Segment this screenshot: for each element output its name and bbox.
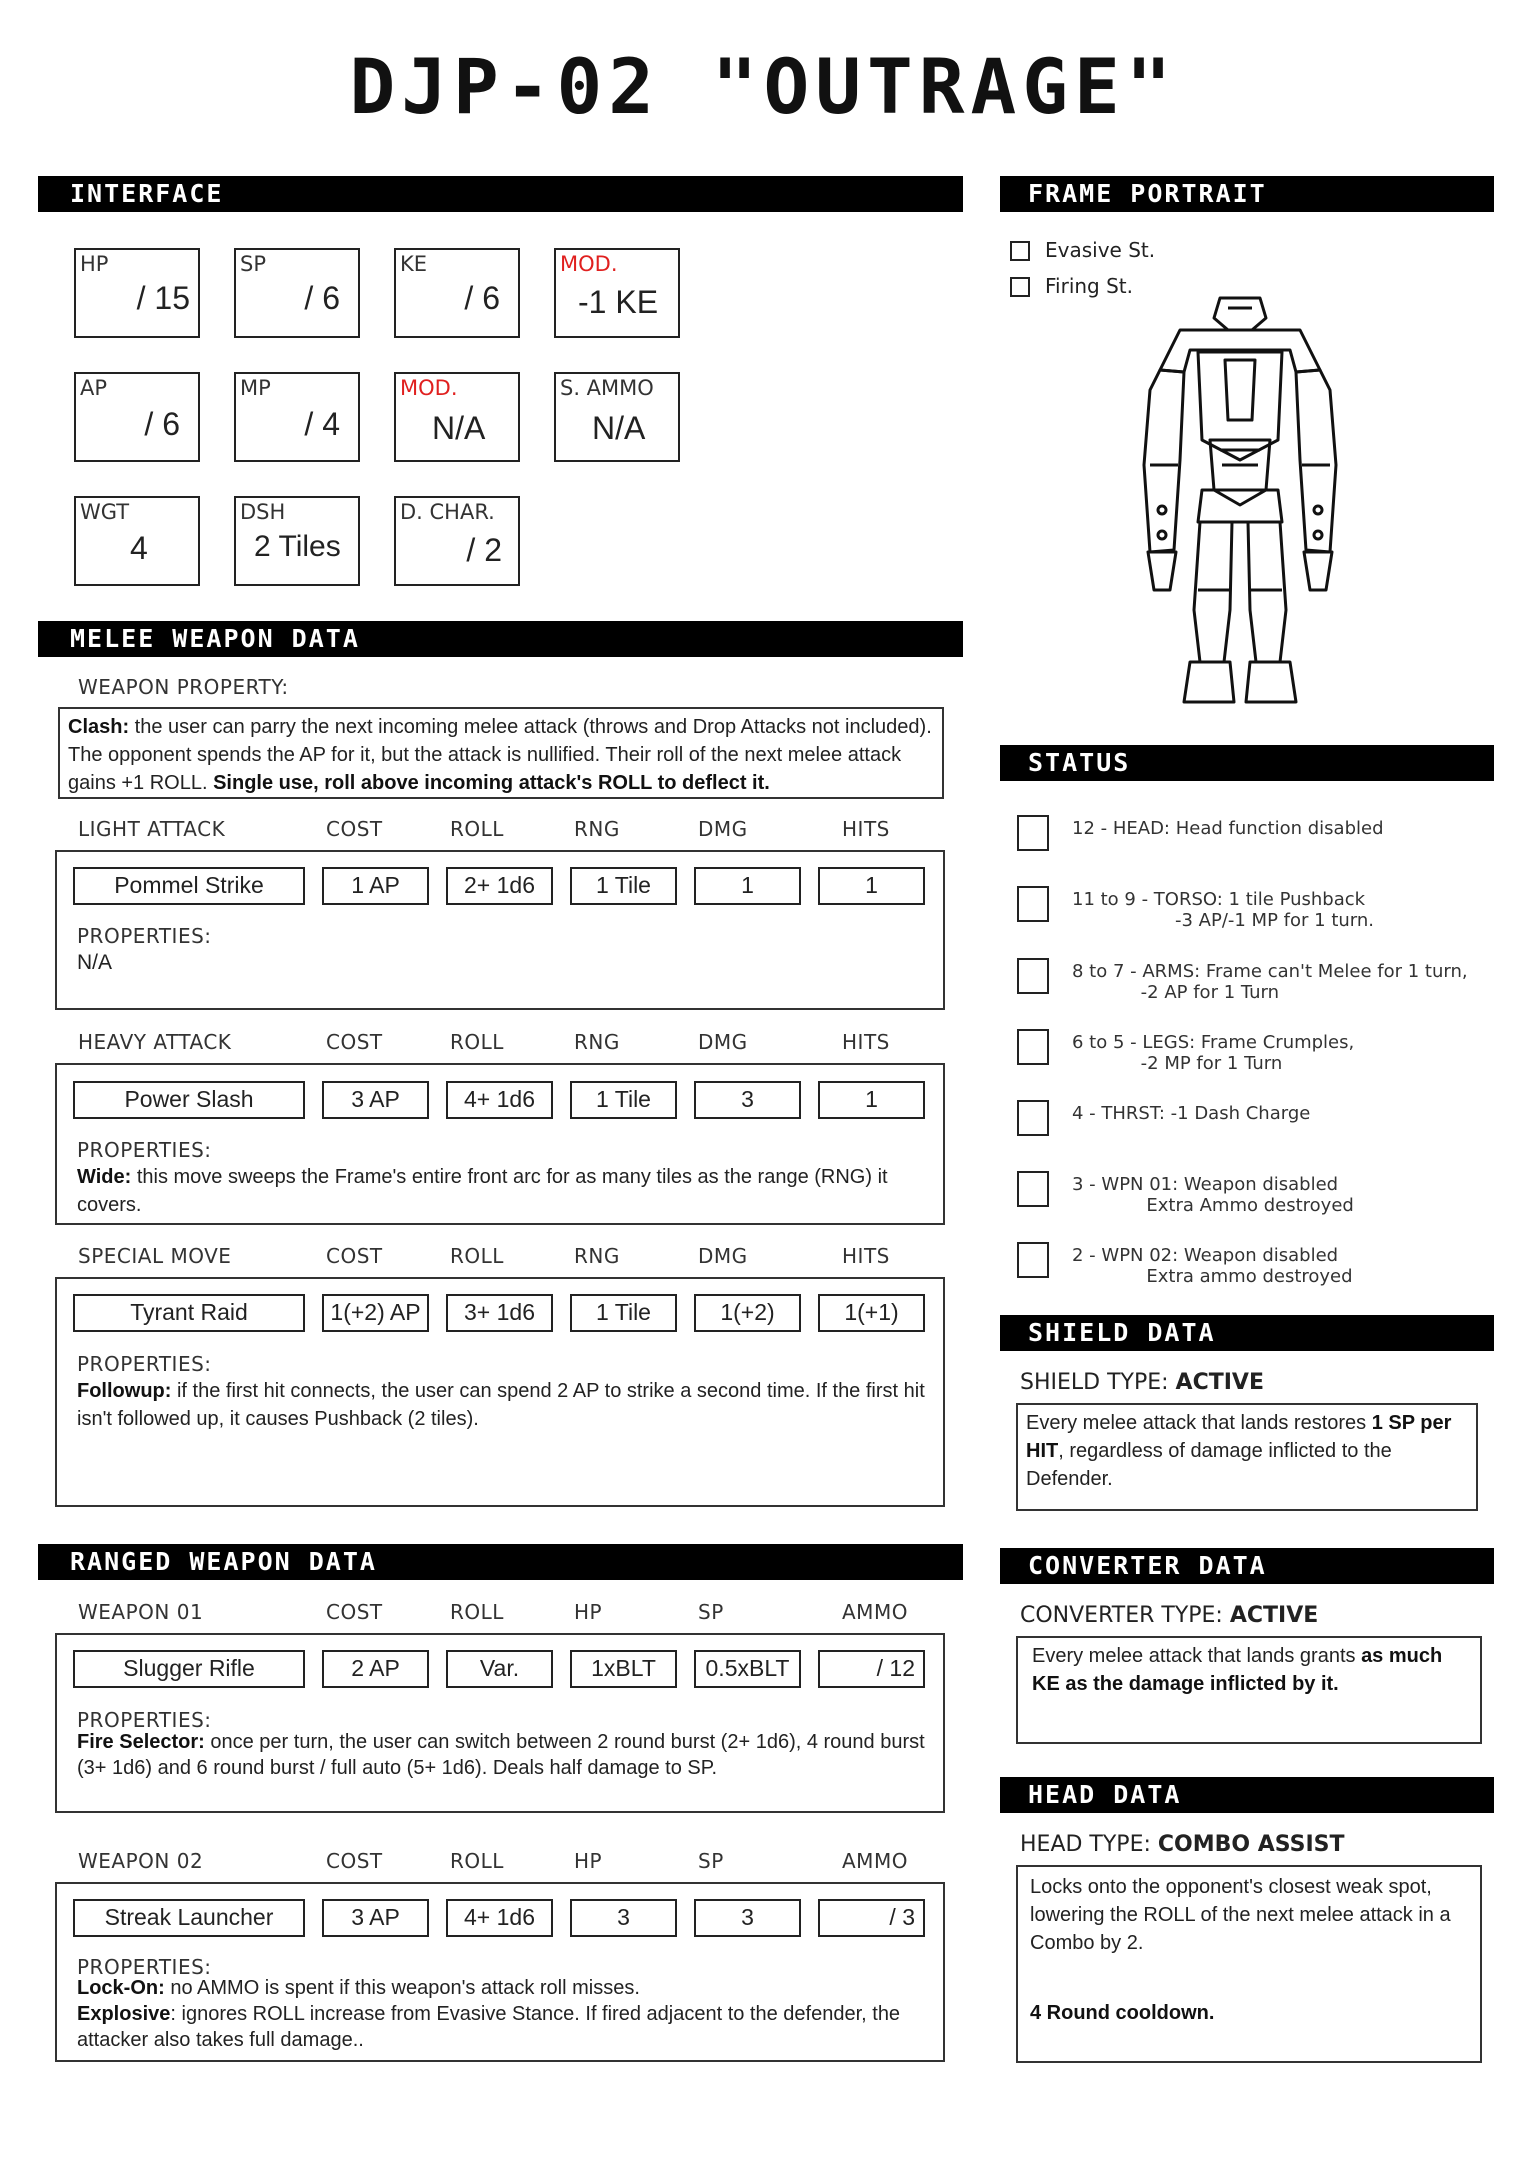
attack-hits[interactable]: 1(+1) — [818, 1294, 925, 1332]
weapon-ammo[interactable]: / 12 — [818, 1650, 925, 1688]
status-checkbox-torso[interactable] — [1017, 886, 1049, 922]
frame-portrait-header: FRAME PORTRAIT — [1000, 176, 1494, 212]
stat-value: 4 — [130, 530, 148, 566]
col-rng: RNG — [574, 1244, 620, 1268]
stat-label: MOD. — [560, 252, 618, 276]
col-cost: COST — [326, 1244, 383, 1268]
shield-text: Every melee attack that lands restores — [1026, 1412, 1372, 1434]
col-cost: COST — [326, 1600, 383, 1624]
stat-value: -1 KE — [578, 284, 659, 320]
attack-type: HEAVY ATTACK — [78, 1030, 232, 1054]
head-header: HEAD DATA — [1000, 1777, 1494, 1813]
converter-type — [1020, 1603, 1318, 1628]
stat-value: / 6 — [144, 406, 180, 442]
col-sp: SP — [698, 1600, 724, 1624]
attack-roll[interactable]: 4+ 1d6 — [446, 1081, 553, 1119]
stat-d-char[interactable] — [394, 496, 520, 586]
head-cooldown: 4 Round cooldown. — [1030, 2002, 1215, 2024]
stat-label: S. AMMO — [560, 376, 654, 400]
weapon-name[interactable]: Streak Launcher — [73, 1899, 305, 1937]
col-roll: ROLL — [450, 1244, 504, 1268]
col-hits: HITS — [842, 1030, 890, 1054]
stat-ap[interactable] — [74, 372, 200, 462]
properties-text — [77, 1163, 927, 1219]
shield-description-box — [1016, 1403, 1478, 1511]
attack-rng[interactable]: 1 Tile — [570, 1081, 677, 1119]
stat-label: SP — [240, 252, 266, 276]
weapon-sp[interactable]: 0.5xBLT — [694, 1650, 801, 1688]
shield-header: SHIELD DATA — [1000, 1315, 1494, 1351]
col-cost: COST — [326, 817, 383, 841]
col-dmg: DMG — [698, 817, 748, 841]
attack-name[interactable]: Power Slash — [73, 1081, 305, 1119]
col-rng: RNG — [574, 817, 620, 841]
attack-type: LIGHT ATTACK — [78, 817, 226, 841]
stat-label: KE — [400, 252, 428, 276]
ranged-header: RANGED WEAPON DATA — [38, 1544, 963, 1580]
status-checkbox-wpn01[interactable] — [1017, 1171, 1049, 1207]
weapon-roll[interactable]: 4+ 1d6 — [446, 1899, 553, 1937]
col-roll: ROLL — [450, 1600, 504, 1624]
evasive-stance-checkbox[interactable] — [1010, 241, 1030, 261]
attack-cost[interactable]: 3 AP — [322, 1081, 429, 1119]
col-roll: ROLL — [450, 1849, 504, 1873]
weapon-sp[interactable]: 3 — [694, 1899, 801, 1937]
stat-label: WGT — [80, 500, 130, 524]
stat-label: HP — [80, 252, 109, 276]
stat-hp[interactable] — [74, 248, 200, 338]
properties-text — [77, 1729, 927, 1781]
col-roll: ROLL — [450, 817, 504, 841]
stat-value: / 2 — [466, 532, 502, 568]
head-text: Locks onto the opponent's closest weak spot, lowering the ROLL of the next melee attack in a Combo by 2. — [1030, 1876, 1451, 1954]
stat-value: N/A — [432, 410, 486, 446]
converter-header: CONVERTER DATA — [1000, 1548, 1494, 1584]
property-desc: no AMMO is spent if this weapon's attack roll misses. — [164, 1977, 640, 1999]
stat-label: MP — [240, 376, 271, 400]
stat-dsh[interactable] — [234, 496, 360, 586]
mech-portrait-illustration — [1120, 290, 1360, 720]
firing-stance-checkbox[interactable] — [1010, 277, 1030, 297]
property-desc: once per turn, the user can switch between 2 round burst (2+ 1d6), 4 round burst (3+ 1d6) and 6 round burst / full auto (5+ 1d6). Deals half damage to SP. — [77, 1731, 925, 1779]
properties-label: PROPERTIES: — [77, 924, 212, 948]
weapon-roll[interactable]: Var. — [446, 1650, 553, 1688]
col-hp: HP — [574, 1849, 603, 1873]
status-checkbox-head[interactable] — [1017, 815, 1049, 851]
status-item: 3 - WPN 01: Weapon disabled Extra Ammo destroyed — [1072, 1174, 1354, 1216]
attack-roll[interactable]: 2+ 1d6 — [446, 867, 553, 905]
property-name: Wide: — [77, 1166, 132, 1188]
head-type-value: COMBO ASSIST — [1157, 1832, 1345, 1857]
shield-type-label: SHIELD TYPE: — [1020, 1370, 1176, 1395]
attack-dmg[interactable]: 1(+2) — [694, 1294, 801, 1332]
attack-type: SPECIAL MOVE — [78, 1244, 232, 1268]
stat-mod-ke[interactable] — [554, 248, 680, 338]
col-ammo: AMMO — [842, 1849, 908, 1873]
interface-header: INTERFACE — [38, 176, 963, 212]
weapon-hp[interactable]: 3 — [570, 1899, 677, 1937]
properties-text — [77, 1377, 932, 1433]
status-item: 6 to 5 - LEGS: Frame Crumples, -2 MP for 1 Turn — [1072, 1032, 1355, 1074]
attack-name[interactable]: Tyrant Raid — [73, 1294, 305, 1332]
properties-label: PROPERTIES: — [77, 1955, 212, 1979]
clash-bold: Single use, roll above incoming attack's ROLL to deflect it. — [213, 772, 770, 794]
attack-rng[interactable]: 1 Tile — [570, 1294, 677, 1332]
stat-mp[interactable] — [234, 372, 360, 462]
attack-rng[interactable]: 1 Tile — [570, 867, 677, 905]
status-item: 12 - HEAD: Head function disabled — [1072, 818, 1384, 839]
col-dmg: DMG — [698, 1244, 748, 1268]
weapon-hp[interactable]: 1xBLT — [570, 1650, 677, 1688]
col-cost: COST — [326, 1849, 383, 1873]
stat-value: / 4 — [304, 406, 340, 442]
attack-dmg[interactable]: 1 — [694, 867, 801, 905]
melee-header: MELEE WEAPON DATA — [38, 621, 963, 657]
col-roll: ROLL — [450, 1030, 504, 1054]
attack-name[interactable]: Pommel Strike — [73, 867, 305, 905]
status-item: 11 to 9 - TORSO: 1 tile Pushback -3 AP/-1 MP for 1 turn. — [1072, 889, 1374, 931]
stat-value: N/A — [592, 410, 646, 446]
property-name: Followup: — [77, 1380, 172, 1402]
col-dmg: DMG — [698, 1030, 748, 1054]
head-description-box — [1016, 1865, 1482, 2063]
weapon-property-label: WEAPON PROPERTY: — [78, 675, 289, 699]
weapon-name[interactable]: Slugger Rifle — [73, 1650, 305, 1688]
properties-label: PROPERTIES: — [77, 1352, 212, 1376]
weapon-ammo[interactable]: / 3 — [818, 1899, 925, 1937]
attack-roll[interactable]: 3+ 1d6 — [446, 1294, 553, 1332]
col-cost: COST — [326, 1030, 383, 1054]
clash-text: the user can parry the next incoming melee attack (throws and Drop Attacks not included). The opponent spends the AP for it, but the attack is nullified. Their roll of the next melee attack gains +1 ROLL. — [68, 716, 932, 794]
property-desc: if the first hit connects, the user can spend 2 AP to strike a second time. If the first hit isn't followed up, it causes Pushback (2 tiles). — [77, 1380, 925, 1430]
attack-cost[interactable]: 1 AP — [322, 867, 429, 905]
properties-text: N/A — [77, 951, 113, 974]
status-item: 2 - WPN 02: Weapon disabled Extra ammo destroyed — [1072, 1245, 1353, 1287]
col-hits: HITS — [842, 817, 890, 841]
attack-hits[interactable]: 1 — [818, 1081, 925, 1119]
stat-value: / 6 — [304, 280, 340, 316]
stat-ke[interactable] — [394, 248, 520, 338]
clash-name: Clash: — [68, 716, 130, 738]
shield-text-bold: 1 SP per HIT — [1026, 1412, 1452, 1462]
shield-text: , regardless of damage inflicted to the Defender. — [1026, 1440, 1392, 1490]
attack-cost[interactable]: 1(+2) AP — [322, 1294, 429, 1332]
firing-stance-label: Firing St. — [1045, 274, 1134, 298]
attack-dmg[interactable]: 3 — [694, 1081, 801, 1119]
col-rng: RNG — [574, 1030, 620, 1054]
properties-text — [77, 1975, 927, 2053]
head-type — [1020, 1832, 1345, 1857]
status-checkbox-wpn02[interactable] — [1017, 1242, 1049, 1278]
weapon-slot: WEAPON 01 — [78, 1600, 204, 1624]
stat-sp[interactable] — [234, 248, 360, 338]
status-checkbox-legs[interactable] — [1017, 1029, 1049, 1065]
stat-wgt[interactable] — [74, 496, 200, 586]
clash-property-box — [58, 707, 944, 799]
col-ammo: AMMO — [842, 1600, 908, 1624]
weapon-slot: WEAPON 02 — [78, 1849, 204, 1873]
converter-type-label: CONVERTER TYPE: — [1020, 1603, 1230, 1628]
stat-s-ammo[interactable] — [554, 372, 680, 462]
weapon-cost[interactable]: 2 AP — [322, 1650, 429, 1688]
converter-description-box — [1016, 1636, 1482, 1744]
property-name: Lock-On: — [77, 1977, 165, 1999]
attack-hits[interactable]: 1 — [818, 867, 925, 905]
status-header: STATUS — [1000, 745, 1494, 781]
property-desc: this move sweeps the Frame's entire front arc for as many tiles as the range (RNG) it covers. — [77, 1166, 888, 1216]
page-title: DJP-02 "OUTRAGE" — [349, 42, 1178, 131]
converter-type-value: ACTIVE — [1229, 1603, 1319, 1628]
shield-type — [1020, 1370, 1264, 1395]
status-item: 4 - THRST: -1 Dash Charge — [1072, 1103, 1311, 1124]
properties-label: PROPERTIES: — [77, 1708, 212, 1732]
col-hp: HP — [574, 1600, 603, 1624]
status-checkbox-thrust[interactable] — [1017, 1100, 1049, 1136]
property-name: Explosive — [77, 2003, 171, 2025]
property-name: Fire Selector: — [77, 1731, 205, 1753]
converter-text: Every melee attack that lands grants — [1032, 1645, 1362, 1667]
weapon-cost[interactable]: 3 AP — [322, 1899, 429, 1937]
property-desc: : ignores ROLL increase from Evasive Stance. If fired adjacent to the defender, the attacker also takes full damage.. — [77, 2003, 901, 2051]
status-checkbox-arms[interactable] — [1017, 958, 1049, 994]
stat-label: AP — [80, 376, 108, 400]
stat-value: / 15 — [136, 280, 190, 316]
shield-type-value: ACTIVE — [1175, 1370, 1264, 1395]
head-type-label: HEAD TYPE: — [1020, 1832, 1158, 1857]
status-item: 8 to 7 - ARMS: Frame can't Melee for 1 turn, -2 AP for 1 Turn — [1072, 961, 1468, 1003]
stat-label: DSH — [240, 500, 286, 524]
stat-value: 2 Tiles — [254, 530, 341, 563]
stat-label: MOD. — [400, 376, 458, 400]
stat-mod[interactable] — [394, 372, 520, 462]
col-hits: HITS — [842, 1244, 890, 1268]
col-sp: SP — [698, 1849, 724, 1873]
stat-value: / 6 — [464, 280, 500, 316]
stat-label: D. CHAR. — [400, 500, 495, 524]
converter-text-bold: as much KE as the damage inflicted by it. — [1032, 1645, 1443, 1695]
properties-label: PROPERTIES: — [77, 1138, 212, 1162]
evasive-stance-label: Evasive St. — [1045, 238, 1156, 262]
